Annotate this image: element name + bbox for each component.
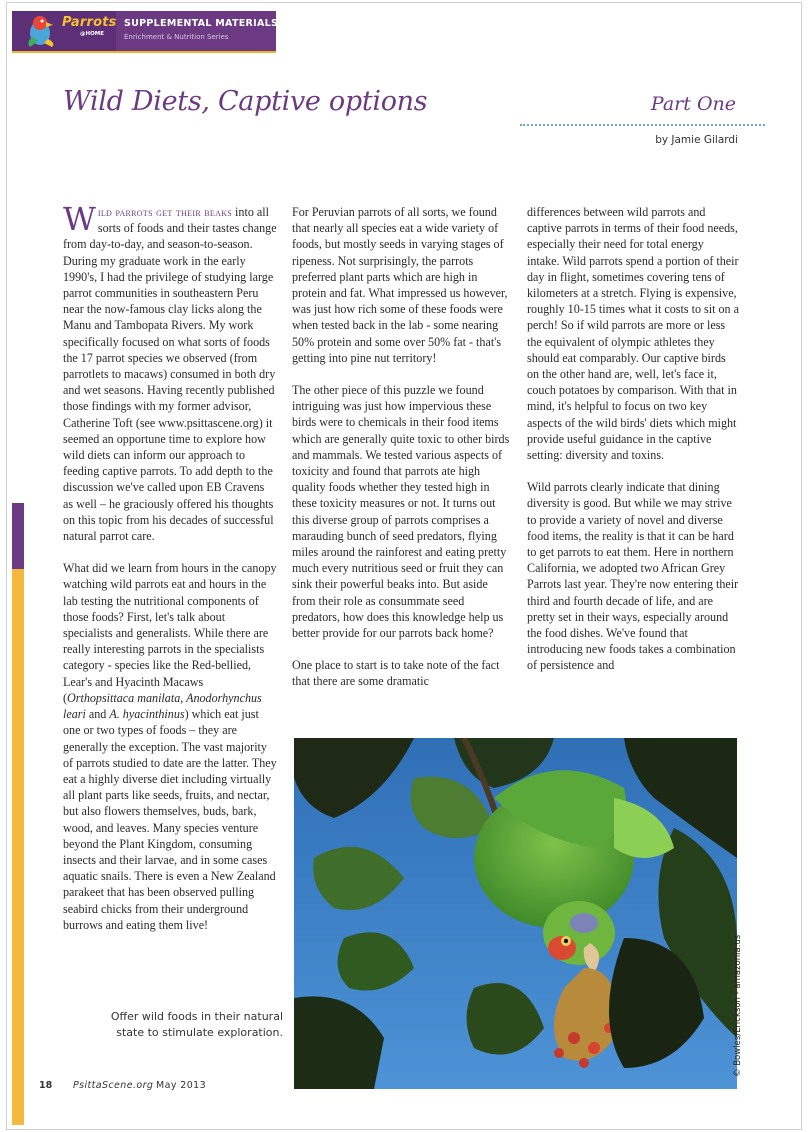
paragraph-text: and bbox=[85, 707, 110, 722]
photo-credit: © Bowles/Erickson - amazonia.us bbox=[733, 934, 743, 1077]
scientific-name: Orthopsittaca manilata, Anodorhynchus leari bbox=[63, 690, 262, 722]
series-name: Enrichment & Nutrition Series bbox=[124, 33, 229, 41]
parrot-logo-icon bbox=[22, 13, 62, 49]
page-number: 18 bbox=[39, 1080, 53, 1091]
article-column-3 bbox=[527, 204, 739, 690]
side-accent-purple bbox=[12, 503, 24, 569]
logo-subtext: @HOME bbox=[80, 31, 105, 37]
photo-caption: Offer wild foods in their natural state to stimulate exploration. bbox=[110, 1010, 283, 1039]
parrot-photo bbox=[294, 738, 737, 1089]
parrot-illustration bbox=[294, 738, 737, 1089]
logo-text: Parrots bbox=[62, 15, 117, 30]
section-title: SUPPLEMENTAL MATERIALS bbox=[124, 18, 279, 29]
paragraph-text: ) which eat just one or two types of foods – they are generally the exception. The vast majority of parrots studied to date are the latter. They eat a highly diverse diet including virtually all plant parts like seeds, fruits, and nectar, but also flowers themselves, buds, bark, wood, and leaves. Many species venture beyond the Plant Kingdom, consuming insects and their larvae, and in some cases aquatic snails. There is even a New Zealand parakeet that has been observed pulling seabird chicks from their underground burrows and eating them live! bbox=[63, 707, 277, 932]
publication-name: PsittaScene.org bbox=[73, 1080, 154, 1091]
paragraph: The other piece of this puzzle we found intriguing was just how impervious these birds were to chemicals in their food items which are generally quite toxic to other birds and mammals. We tested various aspects of toxicity and found that parrots ate high quality foods whether they tested high in these toxicity measures or not. It turns out this diverse group of parrots comprises a marauding bunch of seed predators, flying miles around the rainforest and eating pretty much every nutritious seed or fruit they can sink their powerful beaks into. But aside from their role as consummate seed predators, how does this knowledge help us better provide for our parrots back home? bbox=[292, 383, 510, 641]
paragraph-text: into all sorts of foods and their tastes change from day-to-day, and season-to-season. During my graduate work in the early 1990's, I had the privilege of studying large parrot communities in southeastern Peru near the now-famous clay licks along the Manu and Tambopata Rivers. My work specifically focused on what sorts of foods the 17 parrot species we observed (from parrotlets to macaws) consumed in both dry and wet seasons. Having recently published those findings with my former advisor, Catherine Toft (see www.psittascene.org) it seemed an opportune time to explore how wild diets can inform our approach to feeding captive parrots. To add depth to the discussion we've called upon EB Cravens as well – he graciously offered his thoughts on this topic from his decades of successful natural parrot care. bbox=[63, 205, 277, 544]
paragraph bbox=[63, 560, 277, 933]
lead-in: ild parrots get their beaks bbox=[97, 205, 233, 219]
part-label: Part One bbox=[650, 93, 736, 115]
drop-cap: W bbox=[63, 200, 96, 238]
article-column-2 bbox=[292, 204, 514, 706]
article-column-1 bbox=[63, 200, 277, 949]
article-title: Wild Diets, Captive options bbox=[63, 86, 428, 117]
paragraph: differences between wild parrots and captive parrots in terms of their food needs, especially their need for total energy intake. Wild parrots spend a portion of their day in flight, sometimes covering tens of kilometers at a stretch. Flying is expensive, roughly 10-15 times what it costs to sit on a perch! So if wild parrots are more or less the equivalent of olympic athletes they should eat comparably. Our captive birds on the other hand are, well, let's face it, couch potatoes by comparison. With that in mind, it's helpful to focus on two key aspects of the wild birds' diets which might provide useful guidance in the captive setting: diversity and toxins. bbox=[527, 205, 739, 463]
dotted-divider bbox=[520, 124, 765, 126]
side-accent-gold bbox=[12, 569, 24, 1125]
scientific-name: A. hyacinthinus bbox=[109, 707, 185, 722]
paragraph-text: What did we learn from hours in the canopy watching wild parrots eat and hours in the lab testing the nutritional components of those foods? First, let's talk about specialists and generalists. While there are really interesting parrots in the specialists category - species like the Red-bellied, Lear's and Hyacinth Macaws ( bbox=[63, 561, 277, 705]
paragraph: Wild parrots clearly indicate that dining diversity is good. But while we may strive to provide a variety of novel and diverse food items, the reality is that it can be hard to get parrots to eat them. Here in northern California, we adopted two African Grey Parrots last year. They're now entering their third and fourth decade of life, and are pretty set in their ways, especially around the food dishes. We've found that introducing new foods takes a combination of persistence and bbox=[527, 480, 739, 673]
issue-date: May 2013 bbox=[156, 1080, 207, 1091]
paragraph bbox=[63, 200, 277, 544]
byline: by Jamie Gilardi bbox=[655, 134, 738, 146]
paragraph: For Peruvian parrots of all sorts, we found that nearly all species eat a wide variety of foods, but mostly seeds in varying stages of ripeness. Not surprisingly, the parrots preferred plant parts which are high in protein and fat. What impressed us however, was just how rich some of these foods were when tested back in the lab - some nearing 50% protein and some over 50% fat - that's getting into pine nut territory! bbox=[292, 205, 508, 365]
header-gold-rule bbox=[12, 51, 276, 53]
paragraph: One place to start is to take note of the fact that there are some dramatic bbox=[292, 658, 500, 689]
